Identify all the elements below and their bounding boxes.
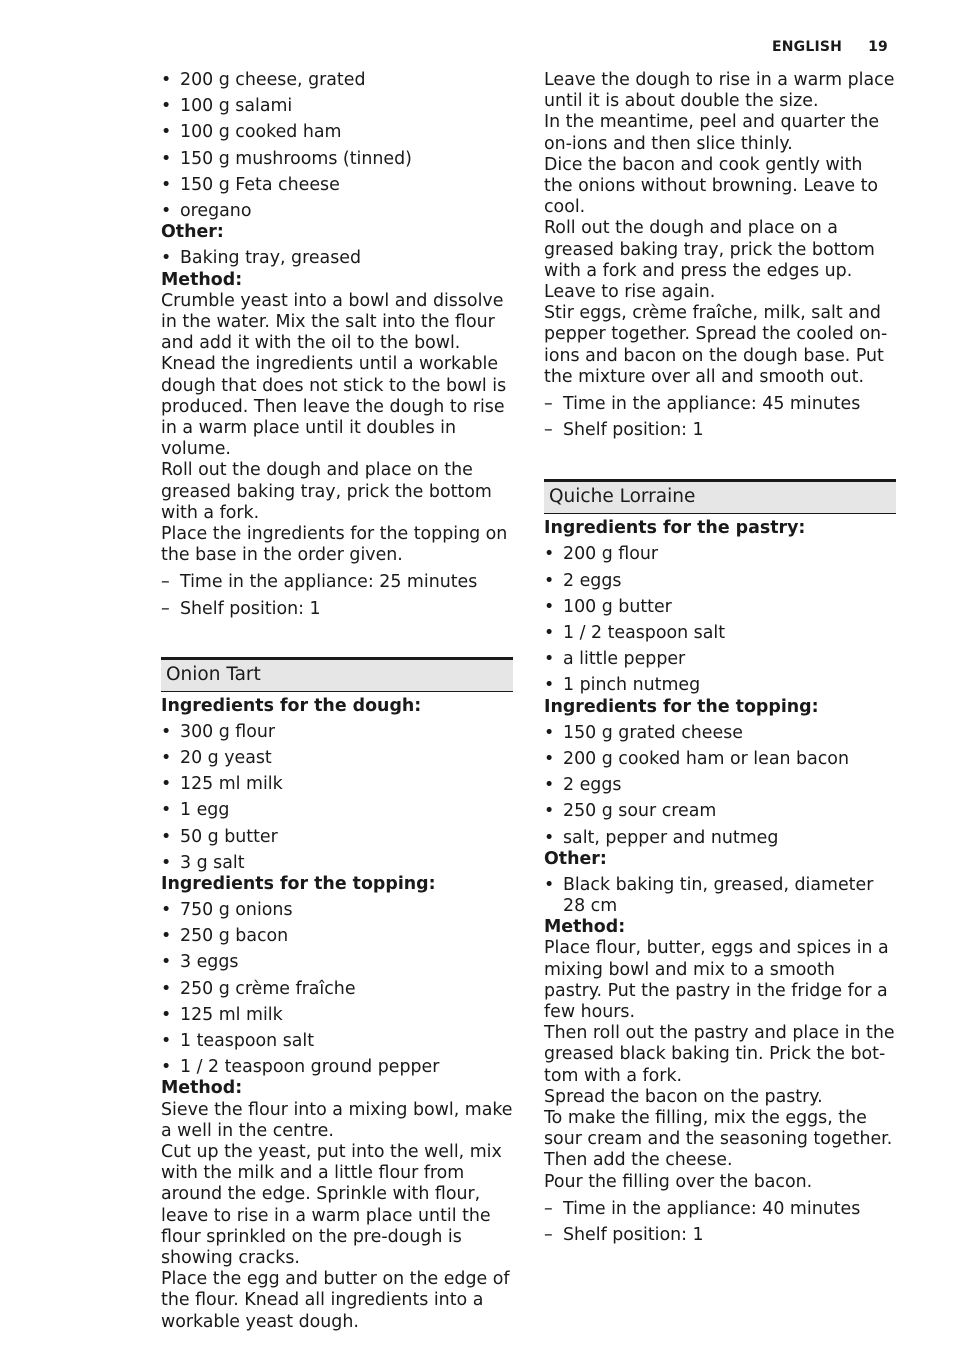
right-column <box>544 70 896 1251</box>
list-item: • 1 egg <box>161 800 513 821</box>
dough-heading: Ingredients for the dough: <box>161 695 422 716</box>
paragraph: Sieve the flour into a mixing bowl, make a well in the centre. <box>161 1099 513 1141</box>
list-item: – Shelf position: 1 <box>161 599 513 620</box>
paragraph: Place the egg and butter on the edge of the flour. Knead all ingredients into a workable yeast dough. <box>161 1269 510 1332</box>
list-item: • 100 g butter <box>544 597 896 618</box>
quiche-topping-heading: Ingredients for the topping: <box>544 696 819 717</box>
dough-list <box>161 722 513 874</box>
onion-method-heading: Method: <box>161 1078 243 1099</box>
quiche-other-heading: Other: <box>544 848 607 869</box>
onion-steps <box>544 394 896 441</box>
topping-list <box>161 70 513 222</box>
list-item: • a little pepper <box>544 649 896 670</box>
list-item: • 3 eggs <box>161 952 513 973</box>
list-item: • 1 / 2 teaspoon ground pepper <box>161 1057 513 1078</box>
list-item: • 150 g grated cheese <box>544 723 896 744</box>
list-item: • 200 g flour <box>544 544 896 565</box>
list-item: • 250 g sour cream <box>544 801 896 822</box>
quiche-method-text <box>544 938 896 1192</box>
paragraph: Stir eggs, crème fraîche, milk, salt and pepper together. Spread the cooled on-ions and bacon on the dough base. Put the mixture over all and smooth out. <box>544 303 888 387</box>
list-item: • 300 g flour <box>161 722 513 743</box>
paragraph: Spread the bacon on the pastry. <box>544 1086 823 1107</box>
paragraph: Leave the dough to rise in a warm place until it is about double the size. <box>544 70 895 112</box>
paragraph: To make the filling, mix the eggs, the sour cream and the seasoning together. Then add the cheese. <box>544 1107 893 1171</box>
list-item: • 100 g salami <box>161 96 513 117</box>
quiche-topping-list <box>544 723 896 849</box>
language-label: ENGLISH <box>772 39 843 55</box>
onion-tart-heading: Onion Tart <box>161 657 513 692</box>
list-item: • 125 ml milk <box>161 1005 513 1026</box>
paragraph: Crumble yeast into a bowl and dissolve in the water. Mix the salt into the flour and add it with the oil to the bowl. <box>161 290 504 354</box>
list-item: • 200 g cooked ham or lean bacon <box>544 749 896 770</box>
list-item: • salt, pepper and nutmeg <box>544 828 896 849</box>
list-item: • 200 g cheese, grated <box>161 70 513 91</box>
list-item: – Shelf position: 1 <box>544 420 896 441</box>
onion-method-text <box>161 1100 513 1333</box>
list-item: • Baking tray, greased <box>161 248 513 269</box>
list-item: – Time in the appliance: 45 minutes <box>544 394 896 415</box>
quiche-method-heading: Method: <box>544 917 626 938</box>
method-heading: Method: <box>161 269 243 290</box>
other-list <box>161 248 513 269</box>
list-item: – Time in the appliance: 40 minutes <box>544 1199 896 1220</box>
list-item: • 20 g yeast <box>161 748 513 769</box>
onion-topping-heading: Ingredients for the topping: <box>161 873 436 894</box>
list-item: • 2 eggs <box>544 571 896 592</box>
pastry-heading: Ingredients for the pastry: <box>544 518 806 539</box>
paragraph: Place flour, butter, eggs and spices in a mixing bowl and mix to a smooth pastry. Put the pastry in the fridge for a few hours. <box>544 938 889 1022</box>
page-number: 19 <box>868 39 888 55</box>
list-item: • 1 pinch nutmeg <box>544 675 896 696</box>
list-item: • 2 eggs <box>544 775 896 796</box>
list-item: • 50 g butter <box>161 827 513 848</box>
list-item: • 250 g bacon <box>161 926 513 947</box>
paragraph: Then roll out the pastry and place in the greased black baking tin. Prick the bot-tom with a fork. <box>544 1023 895 1086</box>
page-header <box>772 39 888 55</box>
list-item: • 1 teaspoon salt <box>161 1031 513 1052</box>
onion-topping-list <box>161 900 513 1078</box>
paragraph: Pour the filling over the bacon. <box>544 1171 813 1192</box>
other-heading: Other: <box>161 222 224 243</box>
paragraph: Roll out the dough and place on a greased baking tray, prick the bottom with a fork and press the edges up. Leave to rise again. <box>544 218 875 303</box>
list-item: • 250 g crème fraîche <box>161 979 513 1000</box>
paragraph: Knead the ingredients until a workable dough that does not stick to the bowl is produced. Then leave the dough to rise in a warm place until it doubles in volume. <box>161 354 507 460</box>
list-item: • 150 g Feta cheese <box>161 175 513 196</box>
list-item: • 125 ml milk <box>161 774 513 795</box>
quiche-steps <box>544 1199 896 1246</box>
onion-method-continued <box>544 70 896 388</box>
list-item: • 1 / 2 teaspoon salt <box>544 623 896 644</box>
paragraph: Roll out the dough and place on the greased baking tray, prick the bottom with a fork. <box>161 460 492 523</box>
list-item: • Black baking tin, greased, diameter 28 cm <box>544 875 896 917</box>
pastry-list <box>544 544 896 696</box>
list-item: • 3 g salt <box>161 853 513 874</box>
list-item: – Time in the appliance: 25 minutes <box>161 572 513 593</box>
paragraph: Place the ingredients for the topping on the base in the order given. <box>161 523 508 566</box>
paragraph: Cut up the yeast, put into the well, mix with the milk and a little flour from around the edge. Sprinkle with flour, leave to rise in a warm place until the flour sprinkled on the pre-dough is showing cracks. <box>161 1142 502 1269</box>
list-item: • 100 g cooked ham <box>161 122 513 143</box>
quiche-other-list <box>544 875 896 917</box>
list-item: – Shelf position: 1 <box>544 1225 896 1246</box>
method-text <box>161 291 513 567</box>
list-item: • 750 g onions <box>161 900 513 921</box>
method-steps <box>161 572 513 619</box>
list-item: • oregano <box>161 201 513 222</box>
quiche-lorraine-heading: Quiche Lorraine <box>544 479 896 514</box>
list-item: • 150 g mushrooms (tinned) <box>161 149 513 170</box>
left-column <box>161 70 513 1333</box>
paragraph: In the meantime, peel and quarter the on-ions and then slice thinly. <box>544 112 880 154</box>
paragraph: Dice the bacon and cook gently with the onions without browning. Leave to cool. <box>544 154 879 218</box>
